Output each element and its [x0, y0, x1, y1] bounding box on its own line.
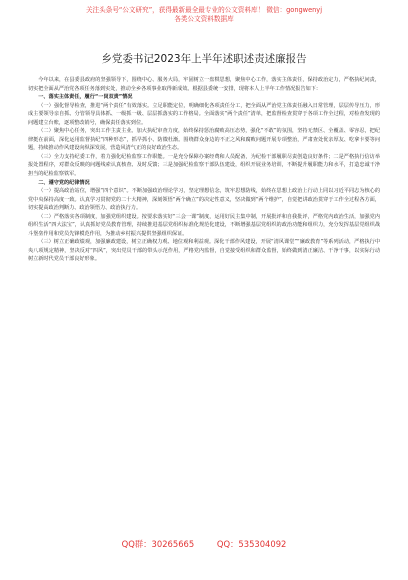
qq-number: QQ：535304092	[216, 539, 287, 549]
section-heading-2: 二、遵守党的纪律情况	[38, 179, 90, 186]
paragraph-2-3: （三）树立正确政绩观，加强廉政建设，树立正确权力观、地位观和利益观。深化干部作风建设，开展“清风课堂”“廉政教育”等系列活动，严格执行中央八项规定精神，坚决反对“四风”，突出党员干部的带头示范作用，严格党内监督，自觉接受组织和群众监督，始终做到清正廉洁、干净干事，以实际行动树立新时代党员干部良好形象。	[28, 239, 380, 263]
document-body	[28, 76, 380, 264]
paragraph-2-1: （一）提高政治站位，增强“四个意识”。不断加强政治理论学习，坚定理想信念，筑牢思想防线，始终在思想上政治上行动上同以习近平同志为核心的党中央保持高度一致。认真学习贯彻党的二十大精神，深刻领悟“两个确立”的决定性意义，坚决做到“两个维护”，自觉把讲政治贯穿于工作全过程各方面，切实提高政治判断力、政治领悟力、政治执行力。	[28, 188, 380, 212]
promo-banner	[0, 6, 408, 24]
promo-line-1: 关注头条号“公文研究”，获得最新最全最专业的公文资料库！ 微信：gongwenyj	[85, 6, 323, 14]
contact-footer	[0, 538, 408, 550]
paragraph-intro: 今年以来，在县委县政府的坚强领导下，围绕中心、服务大局，牢固树立一盘棋思想，聚焦中心工作，落实主体责任，保持政治定力，严格执纪问责，切实把全面从严治党各项任务落到实处，推动全乡各项事业取得新成效。根据县委统一安排，现将本人上半年工作情况报告如下：	[28, 77, 380, 92]
paragraph-1-2: （二）聚焦中心任务，突出工作主责主业。加大执纪审查力度，始终保持惩治腐败高压态势，强化“不敢”的氛围，坚持无禁区、全覆盖、零容忍，把纪律挺在前面，深化运用监督执纪“四种形态”，抓早抓小、防微杜渐。围绕群众身边的不正之风和腐败问题开展专项整治，严肃查处优亲厚友、吃拿卡要等问题，持续推动作风建设向纵深发展，营造风清气正的良好政治生态。	[28, 128, 380, 152]
paragraph-2-2: （二）严格落实各项制度，加强党组织建设。按要求落实好“三会一课”制度，运用好民主集中制，开展批评和自我批评，严格党内政治生活，加强党内组织生活“四大法宝”，认真抓好党员教育管理，持续推进基层党组织标准化规范化建设，不断增强基层党组织的政治功能和组织力，充分发挥基层党组织战斗堡垒作用和党员先锋模范作用，为推动乡村振兴提供坚强组织保证。	[28, 213, 380, 237]
section-heading-1: 一、落实主体责任，履行“一岗双责”情况	[38, 94, 133, 101]
document-title: 乡党委书记2023年上半年述职述责述廉报告	[101, 53, 307, 65]
qq-group-number: QQ群：30265665	[121, 539, 195, 549]
paragraph-1-1: （一）强化督导检查，推进“两个责任”有效落实。立足职能定位，明确细化各项责任分工，把全面从严治党主体责任融入日常管理，层层传导压力，形成主要领导亲自抓、分管领导具体抓、一级抓一级、层层抓落实的工作格局。全面落实“两个责任”清单，把监督检查贯穿于各项工作全过程，对检查发现的问题建立台账，逐项整改销号，确保责任落实到位。	[28, 102, 380, 126]
promo-line-2: 各类公文资料数据库	[174, 15, 234, 23]
paragraph-1-3: （三）全力支持纪委工作，着力强化纪检监察工作职能。一是充分保障办案经费和人员配备，为纪检干部履职尽责创造良好条件；二是严格执行信访举报处置程序，对群众反映的问题线索认真核查、及时反馈；三是加强纪检监察干部队伍建设，组织开展业务培训，不断提升履职能力和水平，打造忠诚干净担当的纪检监察铁军。	[28, 153, 380, 178]
